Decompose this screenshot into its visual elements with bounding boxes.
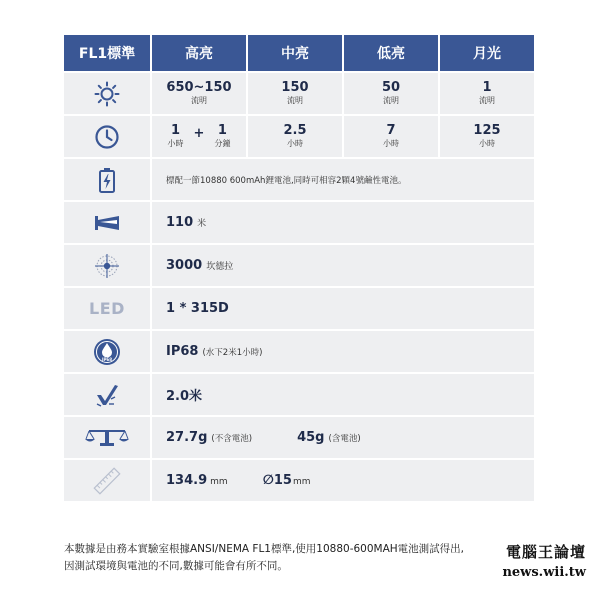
weight-info: 27.7g (不含電池) 45g (含電池) [152, 417, 534, 458]
runtime-moon: 125 小時 [440, 116, 534, 157]
icon-cell [64, 460, 150, 501]
spec-table-container [62, 33, 536, 503]
clock-icon [94, 124, 120, 150]
table-row-runtime [64, 116, 534, 157]
table-row-led [64, 288, 534, 329]
intensity-icon [94, 253, 120, 279]
ruler-icon [92, 466, 122, 496]
impact-icon [94, 383, 120, 407]
spec-table [62, 33, 536, 503]
icon-cell [64, 417, 150, 458]
icon-cell [64, 245, 150, 286]
table-row-impact [64, 374, 534, 415]
lumens-moon: 1 流明 [440, 73, 534, 114]
watermark-url: news.wii.tw [502, 565, 586, 580]
waterproof-icon: IP68 [93, 338, 121, 366]
lumens-low: 50 流明 [344, 73, 438, 114]
header-low: 低亮 [344, 35, 438, 71]
table-row-intensity [64, 245, 534, 286]
table-row-battery [64, 159, 534, 200]
watermark [502, 541, 586, 580]
lumens-mid: 150 流明 [248, 73, 342, 114]
icon-cell [64, 374, 150, 415]
plus-sign: + [193, 126, 205, 141]
battery-info: 標配一節10880 600mAh鋰電池,同時可相容2顆4號鹼性電池。 [152, 159, 534, 200]
footnote-line-1: 本數據是由務本實驗室根據ANSI/NEMA FL1標準,使用10880-600MAH電池測試得出, [64, 543, 465, 555]
icon-cell [64, 331, 150, 372]
icon-cell [64, 159, 150, 200]
battery-icon [98, 167, 116, 193]
table-header-row [64, 35, 534, 71]
table-row-waterproof [64, 331, 534, 372]
runtime-mid: 2.5 小時 [248, 116, 342, 157]
beam-distance: 110 米 [152, 202, 534, 243]
runtime-high: 1 小時 + 1 分鐘 [152, 116, 246, 157]
watermark-chinese: 電腦王論壇 [505, 543, 586, 561]
led-type: 1 * 315D [152, 288, 534, 329]
scale-icon [85, 427, 129, 449]
icon-cell [64, 288, 150, 329]
icon-cell [64, 116, 150, 157]
led-icon: LED [89, 299, 125, 318]
table-row-size [64, 460, 534, 501]
table-row-lumens [64, 73, 534, 114]
header-high: 高亮 [152, 35, 246, 71]
luminous-intensity: 3000 坎德拉 [152, 245, 534, 286]
table-row-weight [64, 417, 534, 458]
impact-resistance: 2.0米 [152, 374, 534, 415]
waterproof-rating: IP68 (水下2米1小時) [152, 331, 534, 372]
runtime-low: 7 小時 [344, 116, 438, 157]
icon-cell [64, 73, 150, 114]
size-info: 134.9 mm ∅15mm [152, 460, 534, 501]
header-standard: FL1標準 [64, 35, 150, 71]
beam-distance-icon [94, 214, 120, 232]
footnote-line-2: 因測試環境與電池的不同,數據可能會有所不同。 [64, 560, 288, 572]
icon-cell [64, 202, 150, 243]
lumens-high: 650~150 流明 [152, 73, 246, 114]
header-mid: 中亮 [248, 35, 342, 71]
table-row-beam [64, 202, 534, 243]
header-moon: 月光 [440, 35, 534, 71]
sun-icon [94, 81, 120, 107]
